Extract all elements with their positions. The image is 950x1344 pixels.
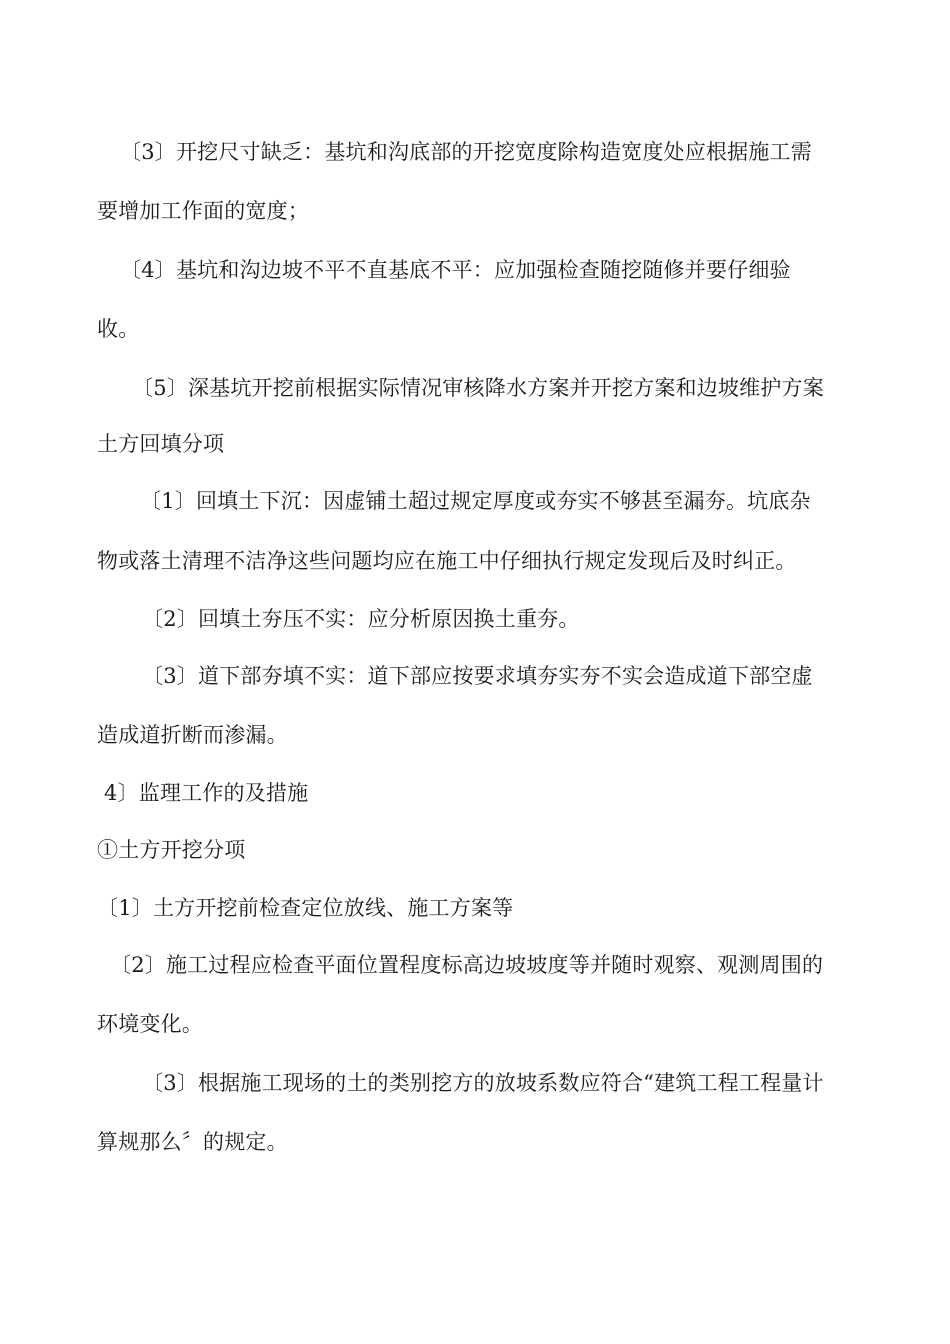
- paragraph-line: 收。: [97, 317, 140, 341]
- paragraph-line: 〔3〕根据施工现场的土的类别挖方的放坡系数应符合“建筑工程工程量计: [142, 1071, 824, 1095]
- section-heading: 4〕监理工作的及措施: [104, 781, 309, 805]
- paragraph-line: 〔3〕开挖尺寸缺乏：基坑和沟底部的开挖宽度除构造宽度处应根据施工需: [120, 140, 812, 164]
- section-heading: 土方回填分项: [97, 432, 225, 456]
- paragraph-line: 要增加工作面的宽度；: [97, 199, 309, 223]
- paragraph-line: 〔4〕基坑和沟边坡不平不直基底不平：应加强检查随挖随修并要仔细验: [120, 258, 791, 282]
- section-heading: ①土方开挖分项: [97, 838, 246, 862]
- paragraph-line: 造成道折断而渗漏。: [97, 723, 288, 747]
- paragraph-line: 物或落土清理不洁净这些问题均应在施工中仔细执行规定发现后及时纠正。: [97, 549, 797, 573]
- list-item: 〔1〕土方开挖前检查定位放线、施工方案等: [97, 896, 514, 920]
- paragraph-line: 〔3〕道下部夯填不实：道下部应按要求填夯实夯不实会造成道下部空虚: [142, 664, 813, 688]
- paragraph-line: 算规那么〞的规定。: [97, 1130, 288, 1154]
- paragraph-line: 〔2〕施工过程应检查平面位置程度标高边坡坡度等并随时观察、观测周围的: [110, 953, 824, 977]
- paragraph-line: 环境变化。: [97, 1012, 203, 1036]
- paragraph-line: 〔2〕回填土夯压不实：应分析原因换土重夯。: [142, 607, 580, 631]
- paragraph-line: 〔5〕深基坑开挖前根据实际情况审核降水方案并开挖方案和边坡维护方案: [132, 376, 824, 400]
- paragraph-line: 〔1〕回填土下沉：因虚铺土超过规定厚度或夯实不够甚至漏夯。坑底杂: [140, 489, 811, 513]
